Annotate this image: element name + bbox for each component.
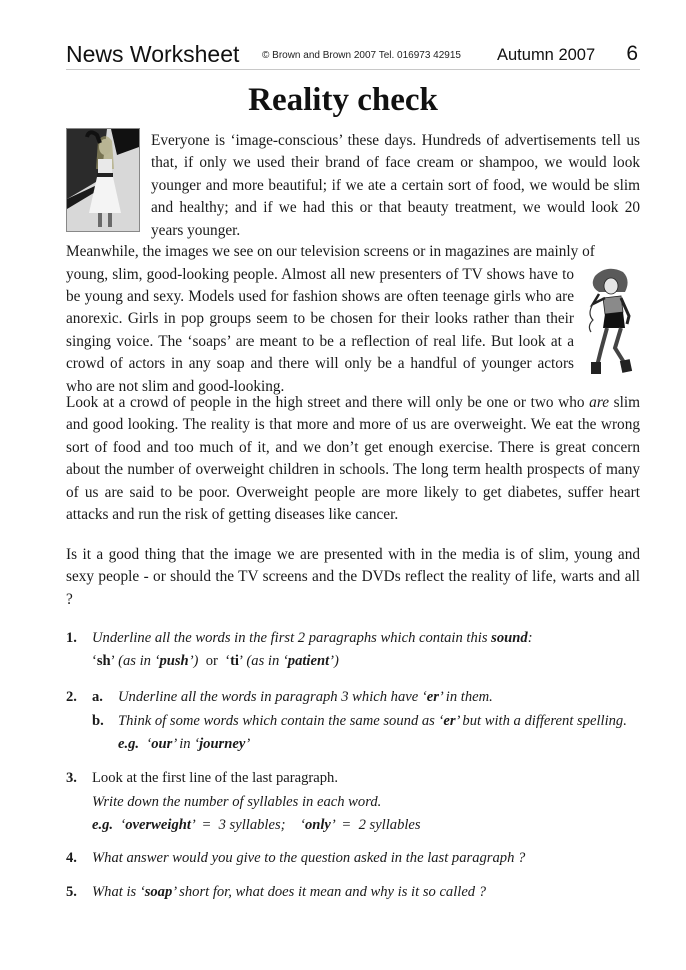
quote-close: ’) (188, 653, 199, 669)
question-5 (66, 881, 646, 905)
instruction-text: Underline all the words in the first 2 paragraphs which contain this (92, 630, 492, 646)
quote-mark: ’ (245, 736, 251, 752)
worksheet-header (66, 41, 640, 70)
example-prefix: e.g. (118, 736, 140, 752)
example-overweight: overweight (125, 817, 191, 833)
copyright-notice: © Brown and Brown 2007 Tel. 016973 42915 (262, 50, 461, 61)
instruction-text: Underline all the words in paragraph 3 which have ‘ (118, 689, 427, 705)
question-3-task: Write down the number of syllables in each word. (92, 794, 382, 810)
or-text: or (198, 653, 226, 669)
quote-mark: ‘ (113, 817, 126, 833)
question-5-text (92, 881, 486, 903)
sound-sh: sh (96, 653, 111, 669)
question-2b-text (118, 710, 627, 732)
cartoon-singer-image (585, 266, 637, 378)
paragraph-2: young, slim, good-looking people. Almost all new presenters of TV shows have to be young and sexy. Models used for fashion shows are often teenage girls who are anorexic. Girls in pop groups seem to be chosen for their looks rather than their singing voice. The ‘soaps’ are meant to be a reflection of real life. But look at a crowd of actors in any soap and there will only be a handful of younger actors who are not slim and good-looking. (66, 265, 574, 395)
in-text: ’ in ‘ (172, 736, 200, 752)
page-title: Reality check (248, 82, 438, 118)
question-3 (66, 767, 646, 837)
keyword-soap: soap (144, 884, 173, 900)
quote-mark: ‘ (92, 653, 97, 669)
sub-question-label: b. (92, 713, 104, 729)
question-2a-text (118, 686, 493, 708)
paragraph-3 (66, 392, 640, 526)
example-push: push (159, 653, 189, 669)
singer-illustration-icon (585, 266, 637, 378)
question-1 (66, 627, 646, 675)
question-2 (66, 686, 646, 756)
question-number: 1. (66, 630, 77, 646)
quote-close: ’) (329, 653, 339, 669)
issue-date: Autumn 2007 (497, 46, 596, 64)
as-in-text: (as in ‘ (246, 653, 288, 669)
instruction-keyword: sound (491, 630, 528, 646)
page-number: 6 (626, 42, 638, 65)
question-number: 2. (66, 689, 77, 705)
keyword-er: er (443, 713, 456, 729)
paragraph-2-first-line: Meanwhile, the images we see on our television screens or in magazines are mainly of (66, 243, 595, 260)
header-title: News Worksheet (66, 41, 240, 67)
example-our: our (151, 736, 173, 752)
question-1-instruction (92, 627, 533, 649)
quote-mark: ‘ (139, 736, 152, 752)
sound-ti: ti (230, 653, 239, 669)
instruction-colon: : (527, 630, 533, 646)
example-prefix: e.g. (92, 817, 114, 833)
example-only: only (304, 817, 331, 833)
question-3-instruction: Look at the first line of the last paragraph. (92, 770, 338, 786)
example-patient: patient (287, 653, 330, 669)
question-number: 5. (66, 884, 77, 900)
question-2b-example (118, 733, 250, 755)
paragraph-4: Is it a good thing that the image we are presented with in the media is of slim, young and sexy people - or should the TV screens and the DVDs reflect the reality of life, warts and all ? (66, 546, 640, 608)
question-4-text: What answer would you give to the question asked in the last paragraph ? (92, 850, 526, 866)
as-in-text: (as in ‘ (118, 653, 160, 669)
photo-illustration-icon (67, 129, 139, 231)
instruction-text: ’ but with a different spelling. (455, 713, 627, 729)
question-4 (66, 847, 646, 871)
instruction-text: What is ‘ (92, 884, 145, 900)
question-1-examples (92, 650, 339, 672)
paragraph-3-emphasis: are (589, 394, 609, 411)
quote-mark: ’ (238, 653, 247, 669)
woman-photo-image (66, 128, 140, 232)
paragraph-1: Everyone is ‘image-conscious’ these days. Hundreds of advertisements tell us that, if only we used their brand of face cream or shampoo, we would look younger and more beautiful; if we ate a certain sort of food, we would be slim and healthy; and if we had this or that beauty treatment, we would look 20 years younger. (151, 132, 640, 239)
paragraph-3-text-start: Look at a crowd of people in the high street and there will only be one or two who (66, 394, 590, 411)
paragraph-3-text-end: slim and good looking. The reality is that more and more of us are overweight. We eat the wrong sort of food and too much of it, and we don’t get enough exercise. There is great concern about the number of overweight children in schools. The long term health prospects of many of us are said to be poor. Overweight people are more likely to get diabetes, suffer heart attacks and run the risk of getting diseases like cancer. (66, 394, 640, 524)
instruction-text: ’ short for, what does it mean and why is it so called ? (172, 884, 487, 900)
question-3-example (92, 814, 421, 836)
question-number: 4. (66, 850, 77, 866)
sub-question-label: a. (92, 689, 103, 705)
quote-mark: ‘ (225, 653, 231, 669)
syllable-count-text: ’ = 3 syllables; ‘ (190, 817, 305, 833)
instruction-text: ’ in them. (438, 689, 493, 705)
example-journey: journey (199, 736, 246, 752)
keyword-er: er (426, 689, 439, 705)
syllable-count-text: ’ = 2 syllables (330, 817, 421, 833)
question-number: 3. (66, 770, 77, 786)
quote-mark: ’ (110, 653, 119, 669)
instruction-text: Think of some words which contain the same sound as ‘ (118, 713, 444, 729)
